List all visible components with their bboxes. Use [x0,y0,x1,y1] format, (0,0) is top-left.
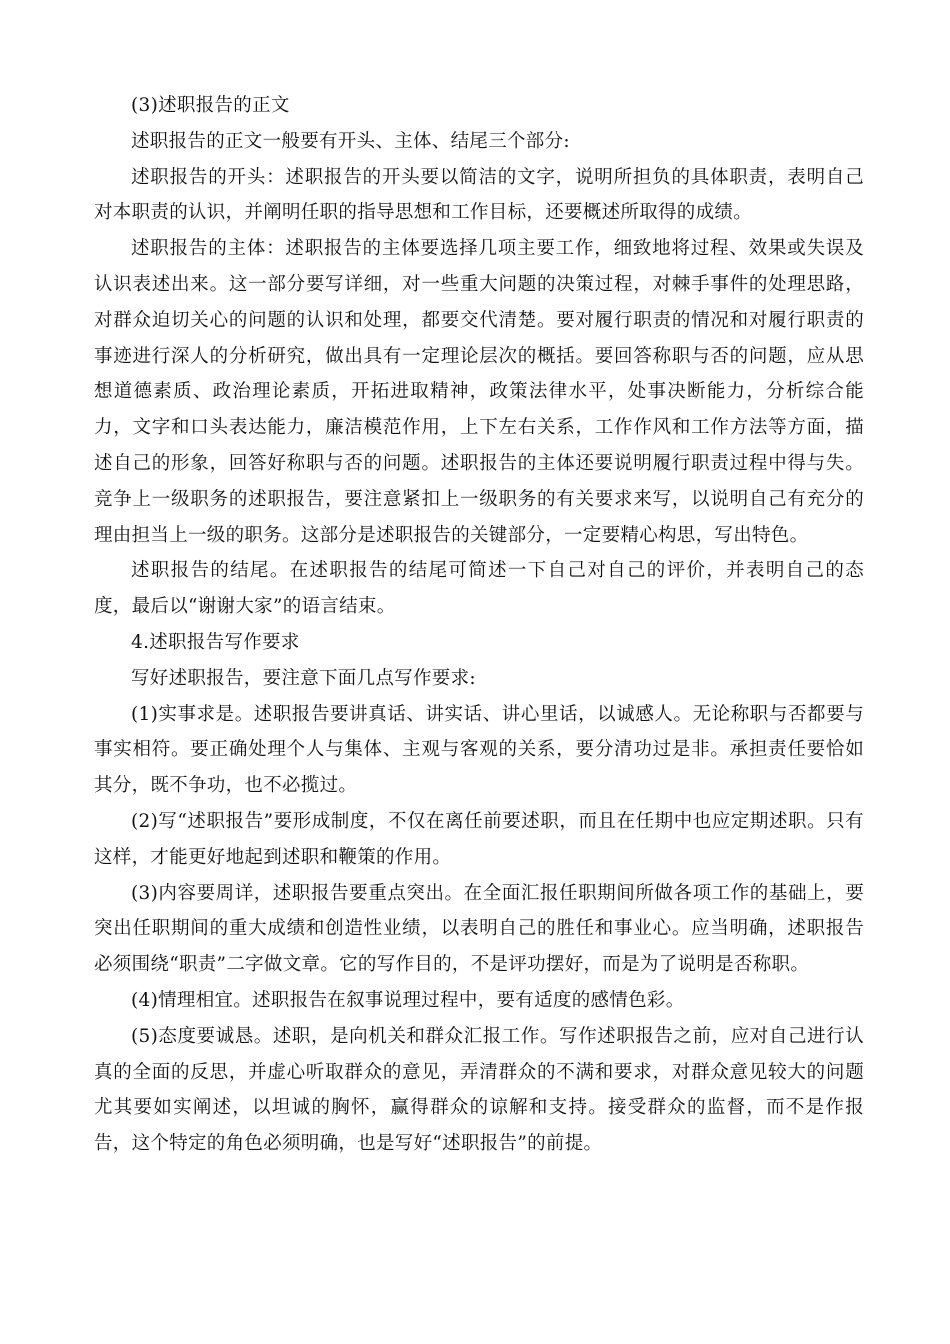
document-body [94,88,864,1162]
paragraph-body-overview: 述职报告的正文一般要有开头、主体、结尾三个部分: [131,130,570,152]
paragraph-requirements-intro: 写好述职报告，要注意下面几点写作要求: [131,667,476,689]
paragraph-requirement-2: (2)写“述职报告”要形成制度，不仅在离任前要述职，而且在任期中也应定期述职。只有这样，才能更好地起到述职和鞭策的作用。 [94,810,864,868]
paragraph-requirement-5: (5)态度要诚恳。述职，是向机关和群众汇报工作。写作述职报告之前，应对自己进行认真的全面的反思，并虚心听取群众的意见，弄清群众的不满和要求，对群众意见较大的问题尤其要如实阐述，以坦诚的胸怀，赢得群众的谅解和支持。接受群众的监督，而不是作报告，这个特定的角色必须明确，也是写好“述职报告”的前提。 [94,1025,864,1155]
paragraph-requirement-4: (4)情理相宜。述职报告在叙事说理过程中，要有适度的感情色彩。 [131,989,685,1011]
section-heading-body-text: (3)述职报告的正文 [131,95,290,116]
paragraph-opening: 述职报告的开头：述职报告的开头要以简洁的文字，说明所担负的具体职责，表明自己对本职责的认识，并阐明任职的指导思想和工作目标，还要概述所取得的成绩。 [94,166,864,224]
paragraph-main-body: 述职报告的主体：述职报告的主体要选择几项主要工作，细致地将过程、效果或失误及认识表述出来。这一部分要写详细，对一些重大问题的决策过程，对棘手事件的处理思路，对群众迫切关心的问题的认识和处理，都要交代清楚。要对履行职责的情况和对履行职责的事迹进行深人的分析研究，做出具有一定理论层次的概括。要回答称职与否的问题，应从思想道德素质、政治理论素质，开拓进取精神，政策法律水平，处事决断能力，分析综合能力，文字和口头表达能力，廉洁模范作用，上下左右关系，工作作风和工作方法等方面，描述自己的形象，回答好称职与否的问题。述职报告的主体还要说明履行职责过程中得与失。竞争上一级职务的述职报告，要注意紧扣上一级职务的有关要求来写，以说明自己有充分的理由担当上一级的职务。这部分是述职报告的关键部分，一定要精心构思，写出特色。 [94,238,864,546]
paragraph-ending: 述职报告的结尾。在述职报告的结尾可简述一下自己对自己的评价，并表明自己的态度，最后以“谢谢大家”的语言结束。 [94,560,864,618]
paragraph-requirement-3: (3)内容要周详，述职报告要重点突出。在全面汇报任职期间所做各项工作的基础上，要突出任职期间的重大成绩和创造性业绩，以表明自己的胜任和事业心。应当明确，述职报告必须围绕“职责”二字做文章。它的写作目的，不是评功摆好，而是为了说明是否称职。 [94,882,864,976]
paragraph-requirement-1: (1)实事求是。述职报告要讲真话、讲实话、讲心里话，以诚感人。无论称职与否都要与事实相符。要正确处理个人与集体、主观与客观的关系，要分清功过是非。承担责任要恰如其分，既不争功，也不必揽过。 [94,703,864,797]
section-heading-requirements: 4.述职报告写作要求 [131,631,300,653]
